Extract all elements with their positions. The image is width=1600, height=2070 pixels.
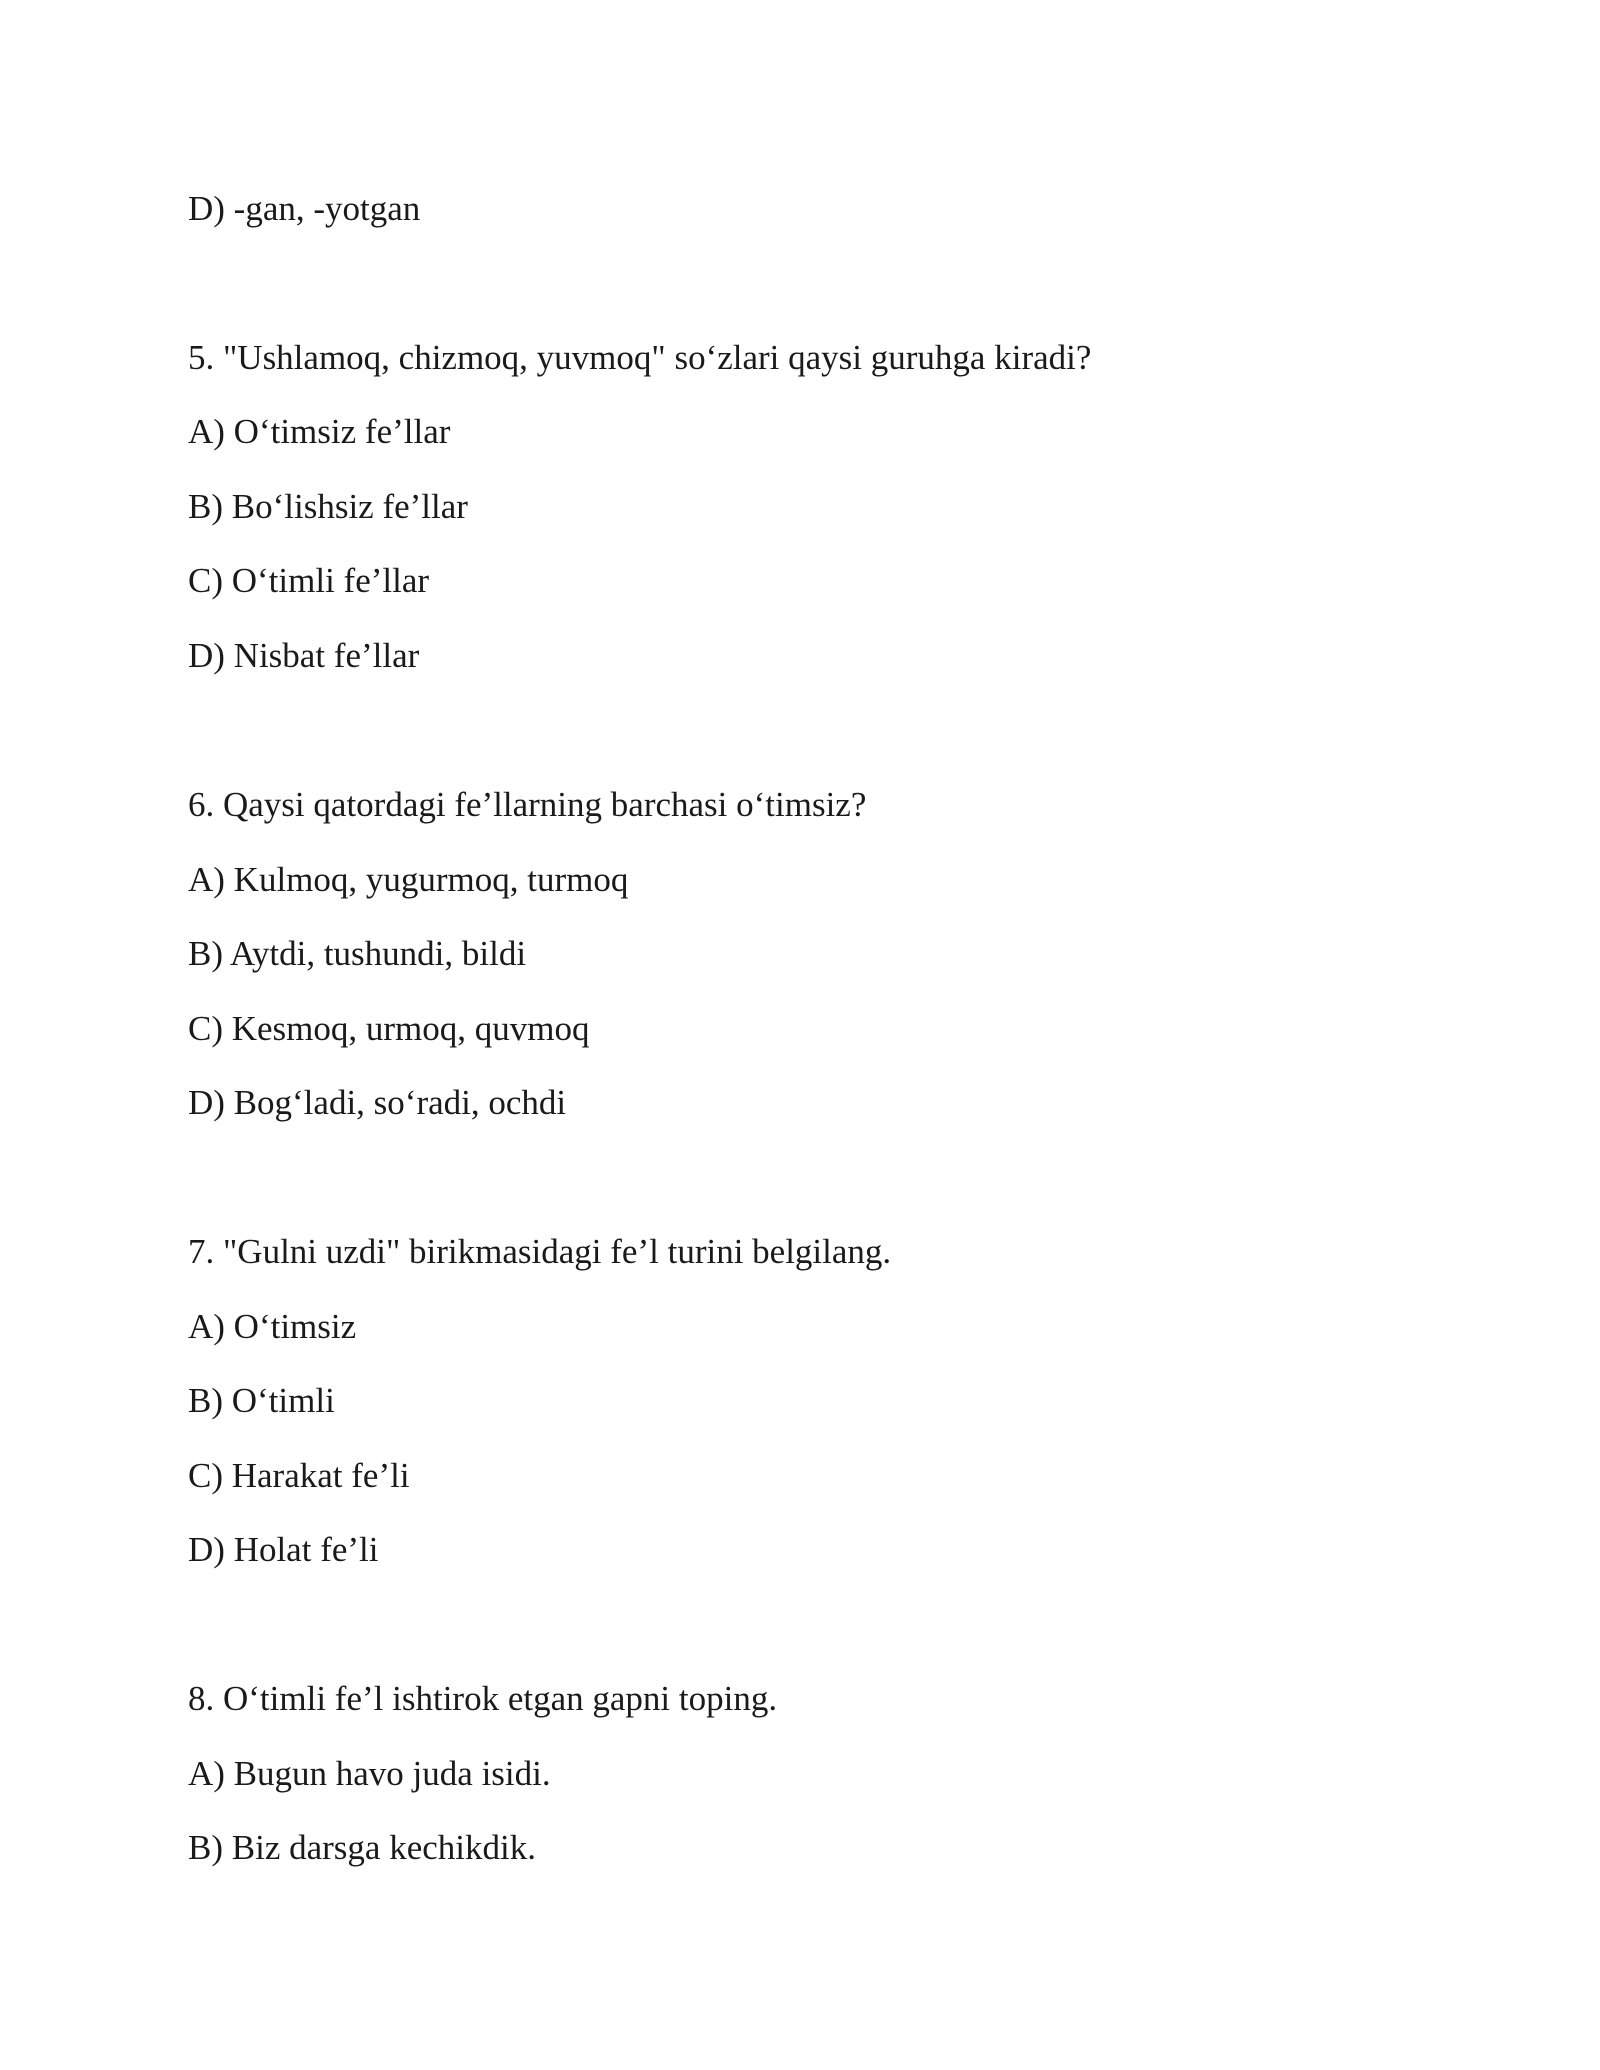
question-6-option-c: C) Kesmoq, urmoq, quvmoq [188, 1009, 590, 1048]
question-8-option-a: A) Bugun havo juda isidi. [188, 1754, 551, 1793]
question-5-prompt: 5. "Ushlamoq, chizmoq, yuvmoq" so‘zlari qaysi guruhga kiradi? [188, 338, 1092, 377]
question-5-option-c: C) O‘timli fe’llar [188, 561, 430, 600]
question-7-option-c: C) Harakat fe’li [188, 1456, 410, 1495]
question-6-option-b: B) Aytdi, tushundi, bildi [188, 934, 527, 973]
question-8-prompt: 8. O‘timli fe’l ishtirok etgan gapni toping. [188, 1679, 778, 1718]
question-8-option-b: B) Biz darsga kechikdik. [188, 1828, 536, 1867]
question-4-option-d: D) -gan, -yotgan [188, 189, 421, 228]
question-6-prompt: 6. Qaysi qatordagi fe’llarning barchasi o‘timsiz? [188, 785, 867, 824]
question-7-prompt: 7. "Gulni uzdi" birikmasidagi fe’l turini belgilang. [188, 1232, 892, 1271]
question-7-option-d: D) Holat fe’li [188, 1530, 379, 1569]
question-6-option-d: D) Bog‘ladi, so‘radi, ochdi [188, 1083, 567, 1122]
question-5-option-a: A) O‘timsiz fe’llar [188, 412, 451, 451]
question-7-option-b: B) O‘timli [188, 1381, 335, 1420]
question-6-option-a: A) Kulmoq, yugurmoq, turmoq [188, 860, 629, 899]
question-5-option-b: B) Bo‘lishsiz fe’llar [188, 487, 468, 526]
question-7-option-a: A) O‘timsiz [188, 1307, 357, 1346]
question-5-option-d: D) Nisbat fe’llar [188, 636, 420, 675]
